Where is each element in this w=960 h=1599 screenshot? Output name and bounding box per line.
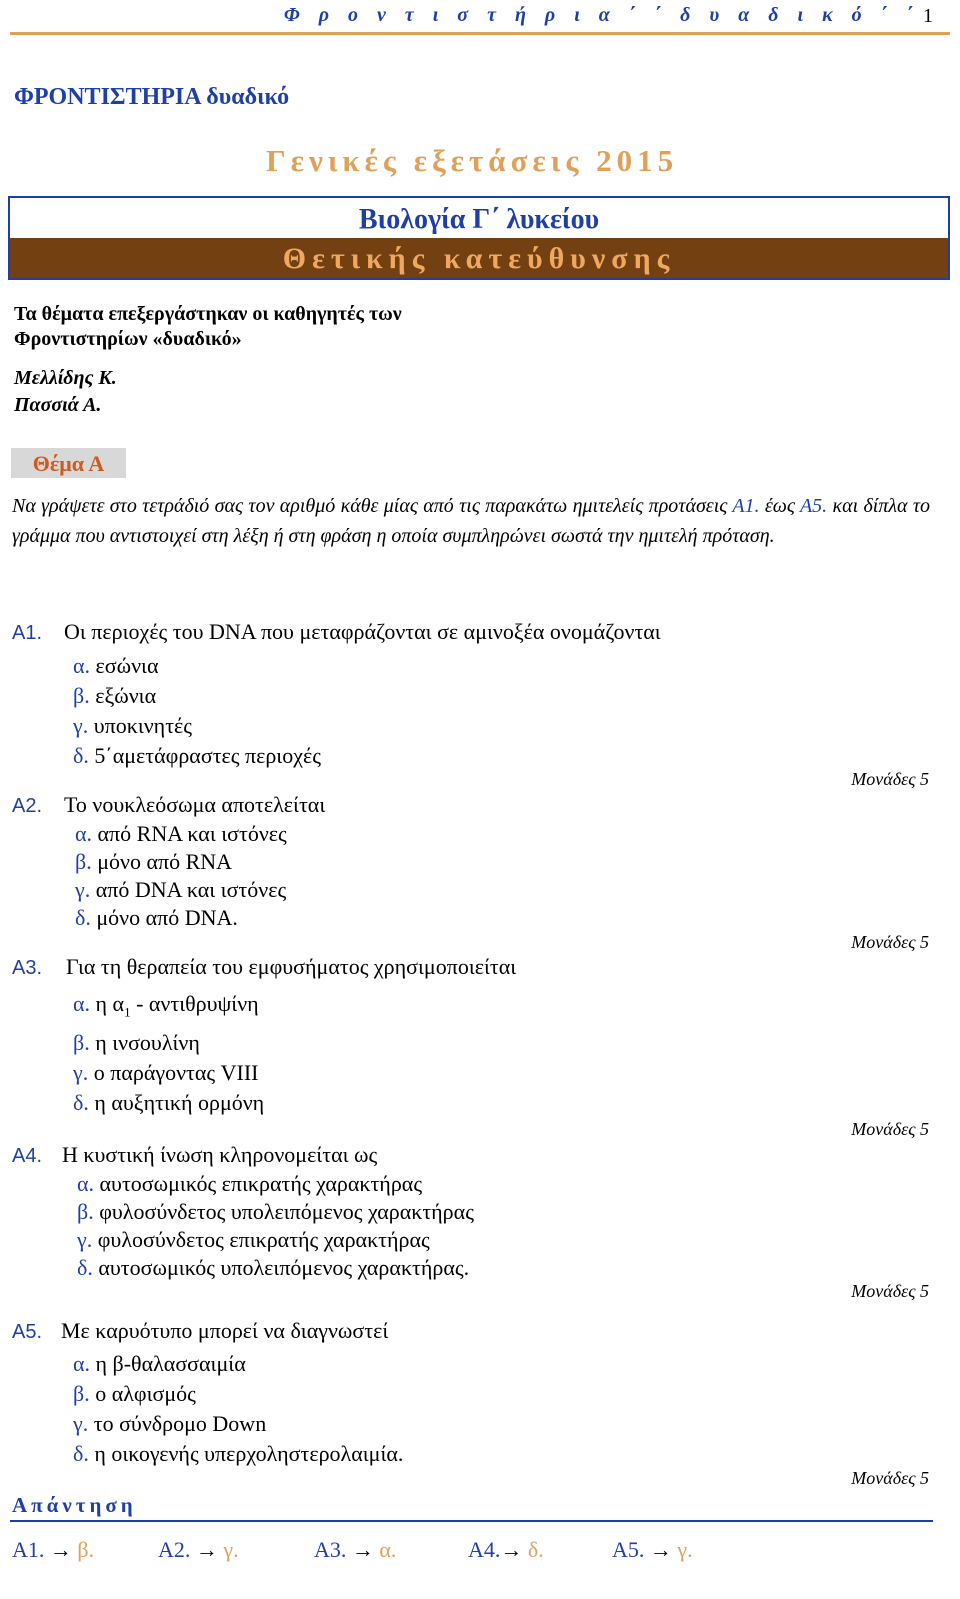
option	[73, 653, 159, 679]
units-label: Μονάδες 5	[851, 1281, 929, 1301]
question-text: Με καρυότυπο μπορεί να διαγνωστεί	[61, 1318, 389, 1343]
question-label: Α4.	[12, 1145, 43, 1167]
question-label: Α3.	[12, 957, 43, 979]
question-label: Α5.	[12, 1321, 43, 1343]
units-label: Μονάδες 5	[851, 1468, 929, 1488]
option	[73, 1060, 259, 1086]
option-text: ο παράγοντας VIII	[93, 1060, 259, 1085]
option-letter: β.	[77, 1199, 94, 1224]
question-text: Το νουκλεόσωμα αποτελείται	[64, 792, 326, 817]
option-letter: γ.	[75, 877, 91, 902]
option-letter: α.	[75, 821, 93, 846]
author-name: Μελλίδης Κ.	[14, 367, 117, 389]
answer-value: β.	[77, 1537, 95, 1562]
option-text: αυτοσωμικός επικρατής χαρακτήρας	[99, 1171, 423, 1196]
instructions-ref: Α5.	[799, 495, 828, 517]
answer-ref: Α5.	[612, 1537, 645, 1562]
question-text: Οι περιοχές του DNA που μεταφράζονται σε αμινοξέα ονομάζονται	[64, 619, 661, 644]
page-number: 1	[923, 5, 933, 27]
answer-value: γ.	[677, 1537, 693, 1562]
answer-item	[158, 1537, 239, 1563]
option	[73, 1090, 264, 1116]
answer-ref: Α2.	[158, 1537, 191, 1562]
option-text: από DNA και ιστόνες	[95, 877, 287, 902]
option-letter: α.	[73, 991, 91, 1016]
option-letter: γ.	[73, 713, 89, 738]
option	[75, 849, 232, 875]
option	[73, 1441, 403, 1467]
header-title: Φ ρ ο ν τ ι σ τ ή ρ ι α ΄ ΄ δ υ α δ ι κ ό ΄ ΄	[283, 4, 920, 26]
option-letter: δ.	[73, 743, 89, 768]
option-text: η β-θαλασσαιμία	[95, 1351, 246, 1376]
question-label: Α2.	[12, 795, 43, 817]
answer-value: α.	[379, 1537, 397, 1562]
option-text: η οικογενής υπερχοληστερολαιμία.	[94, 1441, 404, 1466]
option	[73, 991, 259, 1020]
option-letter: α.	[73, 1351, 91, 1376]
option	[77, 1199, 474, 1225]
option-letter: γ.	[77, 1227, 93, 1252]
option-text: η ινσουλίνη	[95, 1030, 200, 1055]
option-letter: γ.	[73, 1060, 89, 1085]
option	[73, 743, 321, 769]
option	[75, 877, 286, 903]
option	[77, 1227, 430, 1253]
option-letter: β.	[73, 683, 90, 708]
option	[77, 1171, 422, 1197]
answer-item	[314, 1537, 396, 1563]
option-text: αυτοσωμικός υπολειπόμενος χαρακτήρας.	[98, 1255, 470, 1280]
track-title: Θετικής κατεύθυνσης	[10, 238, 948, 278]
option	[73, 1030, 200, 1056]
answer-heading: Απάντηση	[12, 1493, 137, 1517]
option	[73, 1381, 196, 1407]
answer-item	[12, 1537, 94, 1563]
option-text: φυλοσύνδετος υπολειπόμενος χαρακτήρας	[99, 1199, 474, 1224]
answer-ref: Α4.	[468, 1537, 501, 1562]
option-text: - αντιθρυψίνη	[130, 991, 259, 1016]
option	[73, 1411, 266, 1437]
option	[73, 713, 192, 739]
option-text: υποκινητές	[93, 713, 192, 738]
option-letter: α.	[73, 653, 91, 678]
option-text: η α	[95, 991, 125, 1016]
answer-divider	[10, 1520, 933, 1522]
units-label: Μονάδες 5	[851, 769, 929, 789]
question-text: Για τη θεραπεία του εμφυσήματος χρησιμοποιείται	[66, 954, 517, 979]
units-label: Μονάδες 5	[851, 932, 929, 952]
answer-ref: Α3.	[314, 1537, 347, 1562]
option-text: ο αλφισμός	[95, 1381, 196, 1406]
authors-note-line: Φροντιστηρίων «δυαδικό»	[14, 328, 242, 350]
option-text: φυλοσύνδετος επικρατής χαρακτήρας	[97, 1227, 430, 1252]
instructions-ref: Α1.	[732, 495, 760, 517]
option	[75, 905, 238, 931]
option-letter: δ.	[73, 1090, 89, 1115]
option	[77, 1255, 469, 1281]
option-letter: δ.	[73, 1441, 89, 1466]
question-label: Α1.	[12, 622, 43, 644]
option-letter: γ.	[73, 1411, 89, 1436]
option	[73, 1351, 246, 1377]
arrow-icon: →	[346, 1537, 380, 1562]
option-text: το σύνδρομο Down	[93, 1411, 267, 1436]
arrow-icon: →	[644, 1537, 678, 1562]
header-divider	[10, 32, 950, 35]
answer-value: γ.	[223, 1537, 239, 1562]
option-text: η αυξητική ορμόνη	[94, 1090, 265, 1115]
units-label: Μονάδες 5	[851, 1119, 929, 1139]
option-letter: β.	[73, 1381, 90, 1406]
instructions-text: Να γράψετε στο τετράδιό σας τον αριθμό κάθε μίας από τις παρακάτω ημιτελείς προτάσεις	[12, 495, 733, 517]
instructions-text: έως	[759, 495, 800, 517]
option	[75, 821, 287, 847]
instructions	[12, 491, 930, 551]
option-letter: β.	[73, 1030, 90, 1055]
question-text: Η κυστική ίνωση κληρονομείται ως	[62, 1142, 378, 1167]
answer-item	[612, 1537, 693, 1563]
theme-label: Θέμα Α	[11, 448, 126, 478]
answer-value: δ.	[527, 1537, 544, 1562]
exam-title: Γενικές εξετάσεις 2015	[266, 143, 679, 178]
arrow-icon: →	[500, 1537, 528, 1562]
subject-banner	[8, 196, 950, 280]
org-title: ΦΡΟΝΤΙΣΤΗΡΙΑ δυαδικό	[14, 84, 290, 110]
arrow-icon: →	[190, 1537, 224, 1562]
option-letter: δ.	[75, 905, 91, 930]
option-text: εξώνια	[95, 683, 157, 708]
subject-title: Βιολογία Γ΄ λυκείου	[10, 198, 948, 238]
option-letter: δ.	[77, 1255, 93, 1280]
answer-item	[468, 1537, 544, 1563]
arrow-icon: →	[44, 1537, 78, 1562]
option-letter: β.	[75, 849, 92, 874]
option-subscript: 1	[124, 1004, 131, 1020]
option-text: εσώνια	[95, 653, 159, 678]
option-text: από RNA και ιστόνες	[97, 821, 287, 846]
option-letter: α.	[77, 1171, 95, 1196]
authors-note-line: Τα θέματα επεξεργάστηκαν οι καθηγητές των	[14, 303, 402, 325]
answer-ref: Α1.	[12, 1537, 45, 1562]
option-text: μόνο από RNA	[97, 849, 233, 874]
author-name: Πασσιά Α.	[14, 394, 102, 416]
option-text: μόνο από DNA.	[96, 905, 238, 930]
instructions-text: και δίπλα το γράμμα που αντιστοιχεί στη λέξη ή στη φράση η οποία συμπληρώνει σωστά την ημιτελή πρόταση.	[12, 495, 930, 547]
option	[73, 683, 156, 709]
option-text: 5΄αμετάφραστες περιοχές	[94, 743, 321, 768]
authors-note	[14, 302, 402, 352]
